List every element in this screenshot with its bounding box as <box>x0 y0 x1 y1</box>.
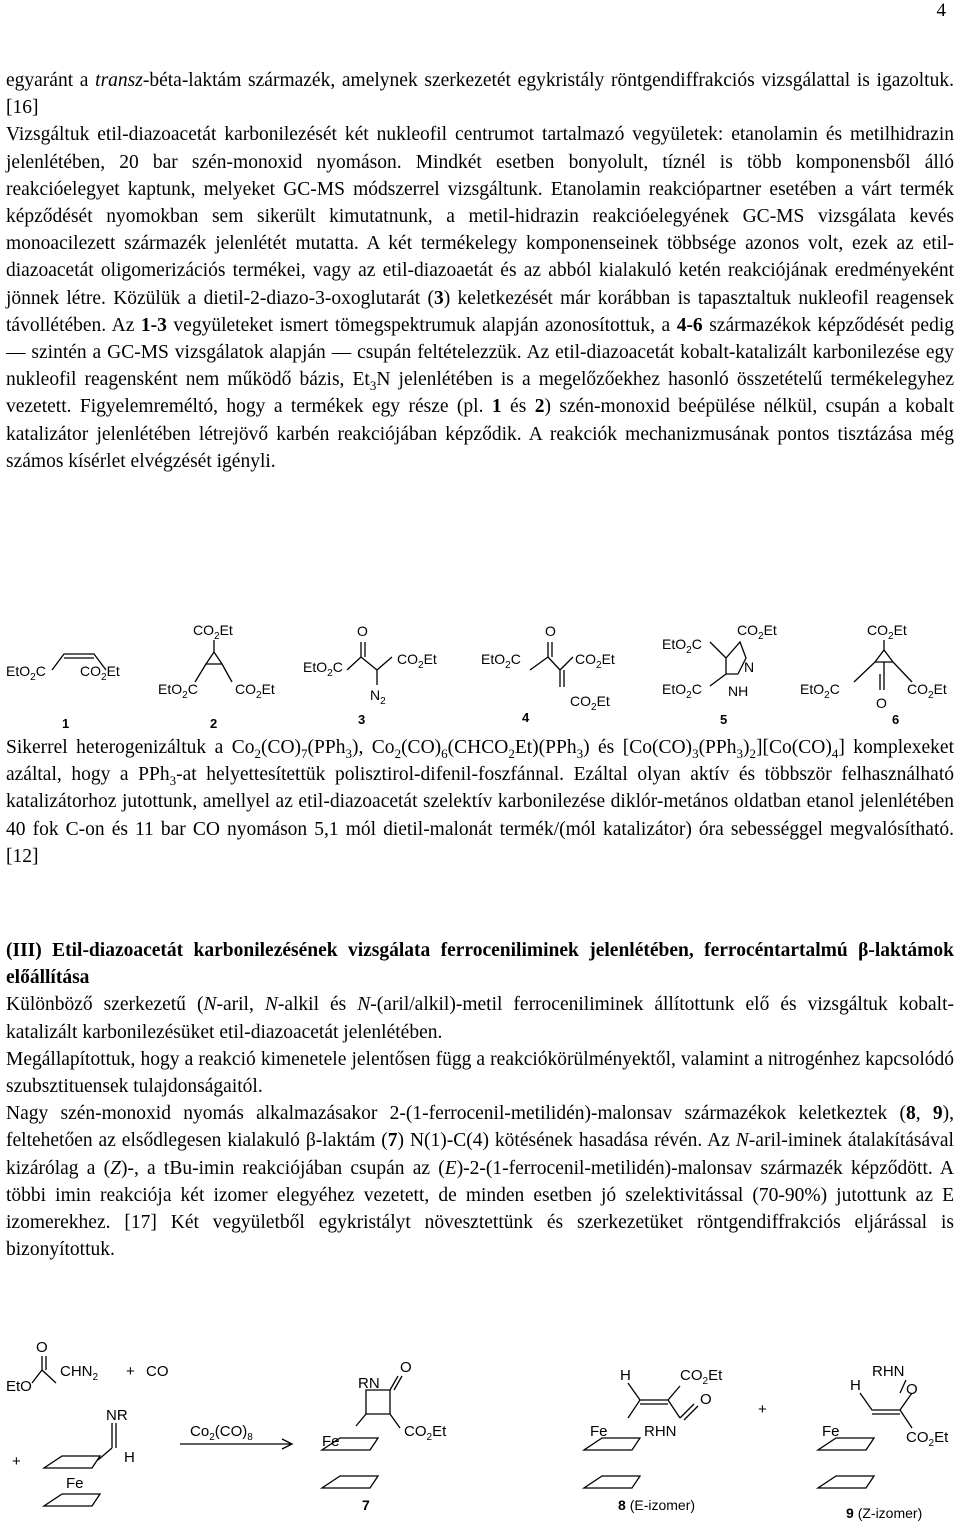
text-run: 9 <box>932 1103 943 1125</box>
plus-sign-3: + <box>758 1401 767 1418</box>
text-run: ][Co(CO) <box>756 737 832 758</box>
text-run: és <box>501 396 535 418</box>
label-7: 7 <box>362 1497 370 1513</box>
compound-label-4: 4 <box>522 710 530 725</box>
text-run: 3 <box>345 745 352 761</box>
paragraph-1 <box>6 67 954 475</box>
catalyst-label: $Co_2(CO)_8$ <box>190 1423 253 1443</box>
product8-o: O <box>700 1391 712 1408</box>
product8-h: H <box>620 1367 631 1384</box>
text-run: (CHCO <box>447 737 509 758</box>
text-run: 2 <box>254 745 261 761</box>
text-run: 4 <box>831 745 839 761</box>
text-run: 3 <box>369 378 377 394</box>
text-run: ) keletkezését már korábban is tapasztaltuk nukleofil reagensek távollétében. Az <box>6 287 954 336</box>
product9-o: O <box>906 1381 918 1398</box>
paragraph-2-text <box>6 734 954 870</box>
text-run: egyaránt a <box>6 70 96 91</box>
cp-ring-9b <box>818 1476 874 1488</box>
text-run: 2 <box>749 745 756 761</box>
eda-chn2: $CHN_2$ <box>60 1363 99 1383</box>
text-run: 2 <box>534 396 545 418</box>
text-run: 3 <box>736 745 743 761</box>
eda-bonds <box>32 1356 56 1383</box>
text-run: N <box>357 994 371 1016</box>
text-run: Sikerrel heterogenizáltuk a Co <box>6 737 255 758</box>
text-run: -aril-iminek átalakításával kizárólag a ( <box>6 1130 954 1179</box>
text-run: ) és [Co(CO) <box>583 737 693 758</box>
text-run: -at helyettesítettük polisztirol-difenil-foszfánnal. Ezáltal olyan aktív és többször felhasználható katalizátorhoz jutottunk, amellyel az etil-diazoacetát szelektív karbonilezése diklór-metános oldatban etanol jelenlétében 40 fok C-on és 11 bar CO nyomáson 5,1 mól dietil-malonát termék/(mól katalizátor) óra sebességgel megvalósítható. [12] <box>6 764 955 867</box>
struct5-nh: NH <box>728 683 749 699</box>
struct6-eto2c: EtO$_2$C <box>800 681 840 701</box>
paragraph-2 <box>6 734 954 870</box>
struct4-co2et-right: $CO_2Et$ <box>575 651 615 671</box>
scheme-svg <box>0 1338 960 1528</box>
text-run: származékok képződését pedig — szintén a GC-MS vizsgálatok alapján — csupán feltételezzük. Az etil-diazoacetát kobalt-katalizált karbonilezése egy nukleofil reagensként nem működő bázis, Et <box>6 314 955 391</box>
product9-h: H <box>850 1377 861 1394</box>
text-run: (CO) <box>401 737 442 758</box>
cp-ring-top <box>44 1456 100 1468</box>
product9-co2et: $CO_2Et$ <box>906 1429 949 1449</box>
text-run: N <box>203 994 217 1016</box>
imine-fe: Fe <box>66 1475 84 1492</box>
structure-6-bonds <box>854 640 912 690</box>
product8-co2et: $CO_2Et$ <box>680 1367 723 1387</box>
structure-5-bonds <box>710 642 746 686</box>
text-run: Vizsgáltuk etil-diazoacetát karbonilezését két nukleofil centrumot tartalmazó vegyületek: etanolamin és metilhidrazin jelenlétében, 20 bar szén-monoxid nyomáson. Mindkét esetben bonyolult, tíznél is több komponensből álló reakcióelegyet kaptunk, melyeket GC-MS módszerrel vizsgáltunk. Etanolamin reakciópartner esetében a várt termék képződését nyomokban sem sikerült kimutatnunk, a metil-hidrazin reakcióelegyének GC-MS vizsgálata kevés monoacilezett származék jelenlétét mutatta. A két termékelegy komponenseinek többsége azonos volt, ezek az etil-diazoacetát oligomerizációs termékei, vagy az etil-diazoaetát és az abból kialakuló ketén reakciójának eredményeként jönnek létre. Közülük a dietil-2-diazo-3-oxoglutarát ( <box>6 124 954 309</box>
text-run: 2 <box>508 745 515 761</box>
struct3-eto2c: EtO$_2$C <box>303 659 343 679</box>
text-run: 3 <box>576 745 584 761</box>
plus-sign-2: + <box>12 1453 21 1470</box>
product9-rhn: RHN <box>872 1363 905 1380</box>
figure-structures-svg <box>0 612 960 737</box>
text-run: -alkil és <box>277 994 358 1016</box>
text-run: ), feltehetően az elsődlegesen kialakuló β-laktám ( <box>6 1103 954 1152</box>
product-9-bonds <box>860 1380 912 1428</box>
text-run: ) N(1)-C(4) kötésének hasadása révén. Az <box>397 1130 736 1152</box>
text-run: -(aril/alkil)-metil ferroceniliminek állítottunk elő és vizsgáltuk kobalt-katalizált karbonilezésüket etil-diazoacetát jelenlétében. <box>6 994 955 1043</box>
structure-3-bonds <box>347 642 392 685</box>
struct3-o: O <box>357 623 368 639</box>
text-run: -béta-laktám származék, amelynek szerkezetét egykristály röntgendiffrakciós vizsgálattal is igazoltuk. [16] <box>6 70 954 119</box>
product8-rhn: RHN <box>644 1423 677 1440</box>
struct6-co2et-top: $CO_2Et$ <box>867 622 907 642</box>
text-run: )-, a tBu-imin reakciójában csupán az ( <box>120 1157 445 1179</box>
struct3-co2et: $CO_2Et$ <box>397 651 437 671</box>
reaction-arrow <box>180 1439 292 1449</box>
imine-h: H <box>124 1449 135 1466</box>
eda-eto: EtO <box>6 1378 32 1395</box>
struct5-n: N <box>744 659 755 675</box>
cp-ring-bottom <box>44 1494 100 1506</box>
section-heading-block <box>6 937 954 1263</box>
text-run: 2 <box>394 745 402 761</box>
struct5-eto2c-bottom: EtO$_2$C <box>662 681 702 701</box>
struct4-co2et-bottom: $CO_2Et$ <box>570 693 610 713</box>
struct2-eto2c: EtO$_2$C <box>158 681 198 701</box>
text-run: )-2-(1-ferrocenil-metilidén)-malonsav származék képződött. A többi imin reakciója két izomer elegyéhez vezetett, de minden esetben jó szelektivitással (70-90%) jutottunk az E izomerekhez. [17] Két vegyületből egykristályt növesztettünk és szerkezetüket röntgendiffrakciós eljárással is bizonyítottuk. <box>6 1157 954 1261</box>
structure-2-bonds <box>195 640 232 682</box>
text-run: 6 <box>441 745 448 761</box>
imine-nr: NR <box>106 1407 128 1424</box>
text-run: E <box>444 1157 457 1179</box>
co-reagent: CO <box>146 1363 169 1380</box>
figure-oligomer-structures <box>0 612 960 737</box>
compound-label-5: 5 <box>720 712 728 727</box>
struct6-co2et-right: $CO_2Et$ <box>907 681 947 701</box>
compound-label-1: 1 <box>62 716 70 731</box>
text-run: , <box>915 1103 933 1125</box>
text-run: ] komplexeket azáltal, hogy a PPh <box>6 737 954 786</box>
text-run: (PPh <box>307 737 346 758</box>
text-run: 7 <box>301 745 308 761</box>
text-run: N <box>735 1130 749 1152</box>
label-9: 9 (Z-izomer) <box>846 1505 923 1521</box>
lactam-fe: Fe <box>322 1433 340 1450</box>
lactam-rn: RN <box>358 1375 380 1392</box>
cp-ring-8b <box>584 1476 640 1488</box>
text-run: transz <box>95 70 143 91</box>
lactam-co2et: $CO_2Et$ <box>404 1423 447 1443</box>
paragraph-1-text <box>6 67 954 475</box>
struct1-eto2c: EtO$_2$C <box>6 663 46 683</box>
text-run: 3 <box>434 287 444 309</box>
text-run: 3 <box>169 773 177 789</box>
product-8-bonds <box>628 1383 698 1420</box>
struct1-co2et: $CO_2Et$ <box>80 663 120 683</box>
label-8: 8 (E-izomer) <box>618 1497 696 1513</box>
product9-fe: Fe <box>822 1423 840 1440</box>
struct3-n2: $N_2$ <box>370 687 386 707</box>
paragraph-3-text <box>6 991 954 1263</box>
product8-fe: Fe <box>590 1423 608 1440</box>
imine-bonds <box>98 1423 116 1460</box>
compound-label-3: 3 <box>358 712 366 727</box>
text-run: Nagy szén-monoxid nyomás alkalmazásakor 2-(1-ferrocenil-metilidén)-malonsav származékok keletkeztek ( <box>6 1103 906 1125</box>
text-run: 1-3 <box>140 314 167 336</box>
text-run: ), Co <box>351 737 395 758</box>
text-run: 7 <box>387 1130 398 1152</box>
figure-reaction-scheme <box>0 1338 960 1528</box>
compound-label-6: 6 <box>892 712 900 727</box>
text-run: Z <box>110 1157 121 1179</box>
text-run: N <box>264 994 278 1016</box>
text-run: (PPh <box>698 737 737 758</box>
text-run: 8 <box>906 1103 916 1125</box>
text-run: vegyületeket ismert tömegspektrumuk alapján azonosítottuk, a <box>166 314 677 336</box>
lactam-o: O <box>400 1359 412 1376</box>
struct6-o: O <box>876 695 887 711</box>
struct4-o: O <box>545 623 556 639</box>
text-run: Különböző szerkezetű ( <box>6 994 204 1016</box>
eda-o: O <box>36 1339 48 1356</box>
text-run: 4-6 <box>676 314 703 336</box>
text-run: Megállapítottuk, hogy a reakció kimenetele jelentősen függ a reakciókörülményektől, valamint a nitrogénhez kapcsolódó szubsztituensek tulajdonságaitól. <box>6 1048 954 1098</box>
plus-sign-1: + <box>126 1363 135 1380</box>
text-run: Et)(PPh <box>514 737 577 758</box>
page-number: 4 <box>936 0 946 21</box>
text-run: (CO) <box>260 737 302 758</box>
text-run: N jelenlétében is a megelőzőekhez hasonló összetételű termékelegyhez vezetett. Figyelemreméltó, hogy a termékek egy része (pl. <box>6 369 954 418</box>
text-run: -aril, <box>216 994 265 1016</box>
text-run: 3 <box>692 745 699 761</box>
structure-4-bonds <box>530 642 573 687</box>
text-run: ) <box>743 737 750 758</box>
struct2-co2et-right: $CO_2Et$ <box>235 681 275 701</box>
struct5-eto2c-top: EtO$_2$C <box>662 636 702 656</box>
text-run: 1 <box>491 396 502 418</box>
text-run: ) szén-monoxid beépülése nélkül, csupán a kobalt katalizátor jelenlétében létrejövő karbén reakciójában képződik. A reakciók mechanizmusának pontos tisztázása még számos kísérlet elvégzését igényli. <box>6 396 955 472</box>
struct4-eto2c: EtO$_2$C <box>481 651 521 671</box>
struct2-co2et-top: $CO_2Et$ <box>193 622 233 642</box>
struct5-co2et: $CO_2Et$ <box>737 622 777 642</box>
compound-label-2: 2 <box>210 716 218 731</box>
cp-ring-7b <box>322 1476 378 1488</box>
section-heading: (III) Etil-diazoacetát karbonilezésének vizsgálata ferroceniliminek jelenlétében, ferrocéntartalmú β-laktámok előállítása <box>6 940 954 989</box>
